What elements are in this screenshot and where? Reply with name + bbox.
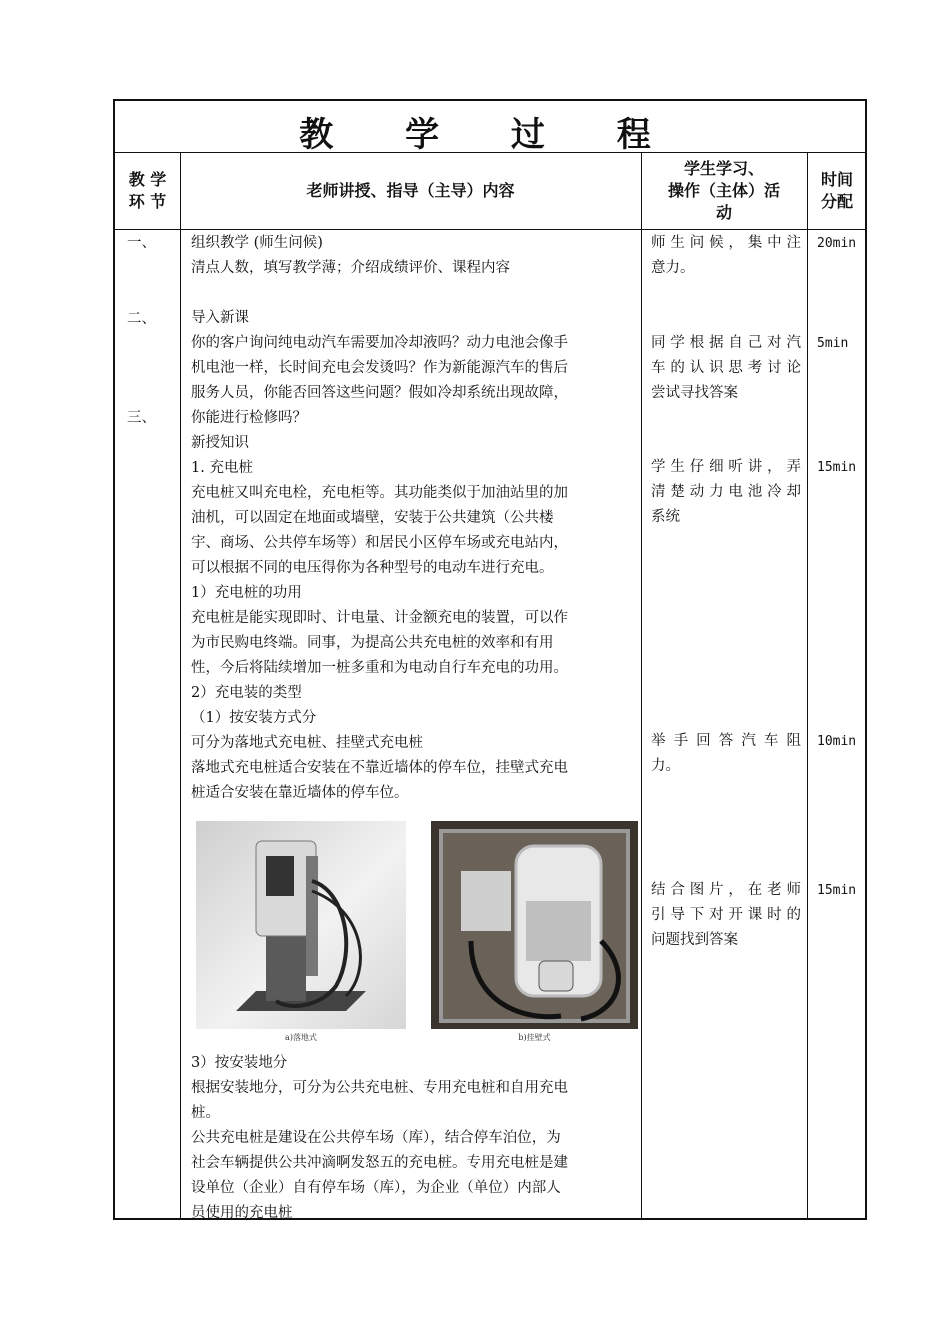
teacher-line: 可以根据不同的电压得你为各种型号的电动车进行充电。 [191,560,554,576]
teacher-line: 员使用的充电桩 [191,1205,293,1221]
teacher-line: 充电桩又叫充电栓，充电柜等。其功能类似于加油站里的加 [191,485,568,501]
lesson-process-table [113,99,867,1220]
teacher-line: 社会车辆提供公共冲滴啊发怒五的充电桩。专用充电桩是建 [191,1155,568,1171]
teacher-line: 可分为落地式充电桩、挂壁式充电桩 [191,735,423,751]
teacher-line: 导入新课 [191,310,249,326]
table-title: 教 学 过 程 [299,115,681,155]
teacher-line: 桩适合安装在靠近墙体的停车位。 [191,785,409,801]
teacher-line: 2）充电装的类型 [191,685,302,701]
student-activity-3: 学生仔细听讲，弄 清楚动力电池冷却 系统 [651,459,801,525]
column-divider-1 [180,152,181,1218]
column-divider-2 [641,152,642,1218]
student-activity-4: 举手回答汽车阻 力。 [651,733,801,774]
stage-2: 二、 [127,311,156,327]
teacher-line: 宇、商场、公共停车场等）和居民小区停车场或充电站内， [191,535,568,551]
time-allocation-2: 5min [817,336,849,351]
student-activity-2: 同学根据自己对汽 车的认识思考讨论 尝试寻找答案 [651,335,801,401]
student-activity-1: 师生问候，集中注 意力。 [651,235,801,276]
floor-charger-image [196,821,406,1029]
time-allocation-5: 15min [817,883,857,898]
time-allocation-3: 15min [817,460,857,475]
teacher-line: 充电桩是能实现即时、计电量、计金额充电的装置，可以作 [191,610,568,626]
image-caption-wall: b)挂壁式 [518,1033,551,1042]
stage-1: 一、 [127,235,156,251]
teacher-line: 公共充电桩是建设在公共停车场（库），结合停车泊位，为 [191,1130,561,1146]
teacher-line: 你的客户询问纯电动汽车需要加冷却液吗？动力电池会像手 [191,335,568,351]
time-allocation-4: 10min [817,734,857,749]
stage-3: 三、 [127,410,156,426]
student-activity-5: 结合图片，在老师 引导下对开课时的 问题找到答案 [651,882,801,948]
header-stage: 教 学 环 节 [128,169,167,211]
floor-charger-illustration [196,821,406,1029]
header-divider [115,229,865,230]
teacher-line: 清点人数，填写教学薄；介绍成绩评价、课程内容 [191,260,510,276]
teacher-line: 油机，可以固定在地面或墙壁，安装于公共建筑（公共楼 [191,510,554,526]
teacher-line: 为市民购电终端。同事，为提高公共充电桩的效率和有用 [191,635,554,651]
teacher-line: 你能进行检修吗？ [191,410,307,426]
teacher-line: 设单位（企业）自有停车场（库），为企业（单位）内部人 [191,1180,561,1196]
teacher-line: 3）按安装地分 [191,1055,288,1071]
teacher-line: 服务人员，你能否回答这些问题？假如冷却系统出现故障， [191,385,568,401]
wall-charger-illustration [431,821,638,1029]
teacher-line: 组织教学 (师生问候) [191,235,323,251]
header-time: 时间 分配 [820,169,853,211]
teacher-line: 桩。 [191,1105,220,1121]
time-allocation-1: 20min [817,236,857,251]
column-divider-3 [807,152,808,1218]
teacher-line: （1）按安装方式分 [191,710,317,726]
teacher-line: 根据安装地分，可分为公共充电桩、专用充电桩和自用充电 [191,1080,568,1096]
teacher-line: 落地式充电桩适合安装在不靠近墙体的停车位，挂壁式充电 [191,760,568,776]
teacher-line: 1）充电桩的功用 [191,585,302,601]
wall-charger-image [431,821,638,1029]
teacher-line: 1. 充电桩 [191,460,253,476]
teacher-line: 新授知识 [191,435,249,451]
teacher-line: 性，今后将陆续增加一桩多重和为电动自行车充电的功用。 [191,660,568,676]
image-caption-floor: a)落地式 [285,1033,317,1042]
header-student: 学生学习、 操作（主体）活 动 [667,158,780,222]
teacher-line: 机电池一样，长时间充电会发烫吗？作为新能源汽车的售后 [191,360,568,376]
header-teacher: 老师讲授、指导（主导）内容 [306,180,515,200]
